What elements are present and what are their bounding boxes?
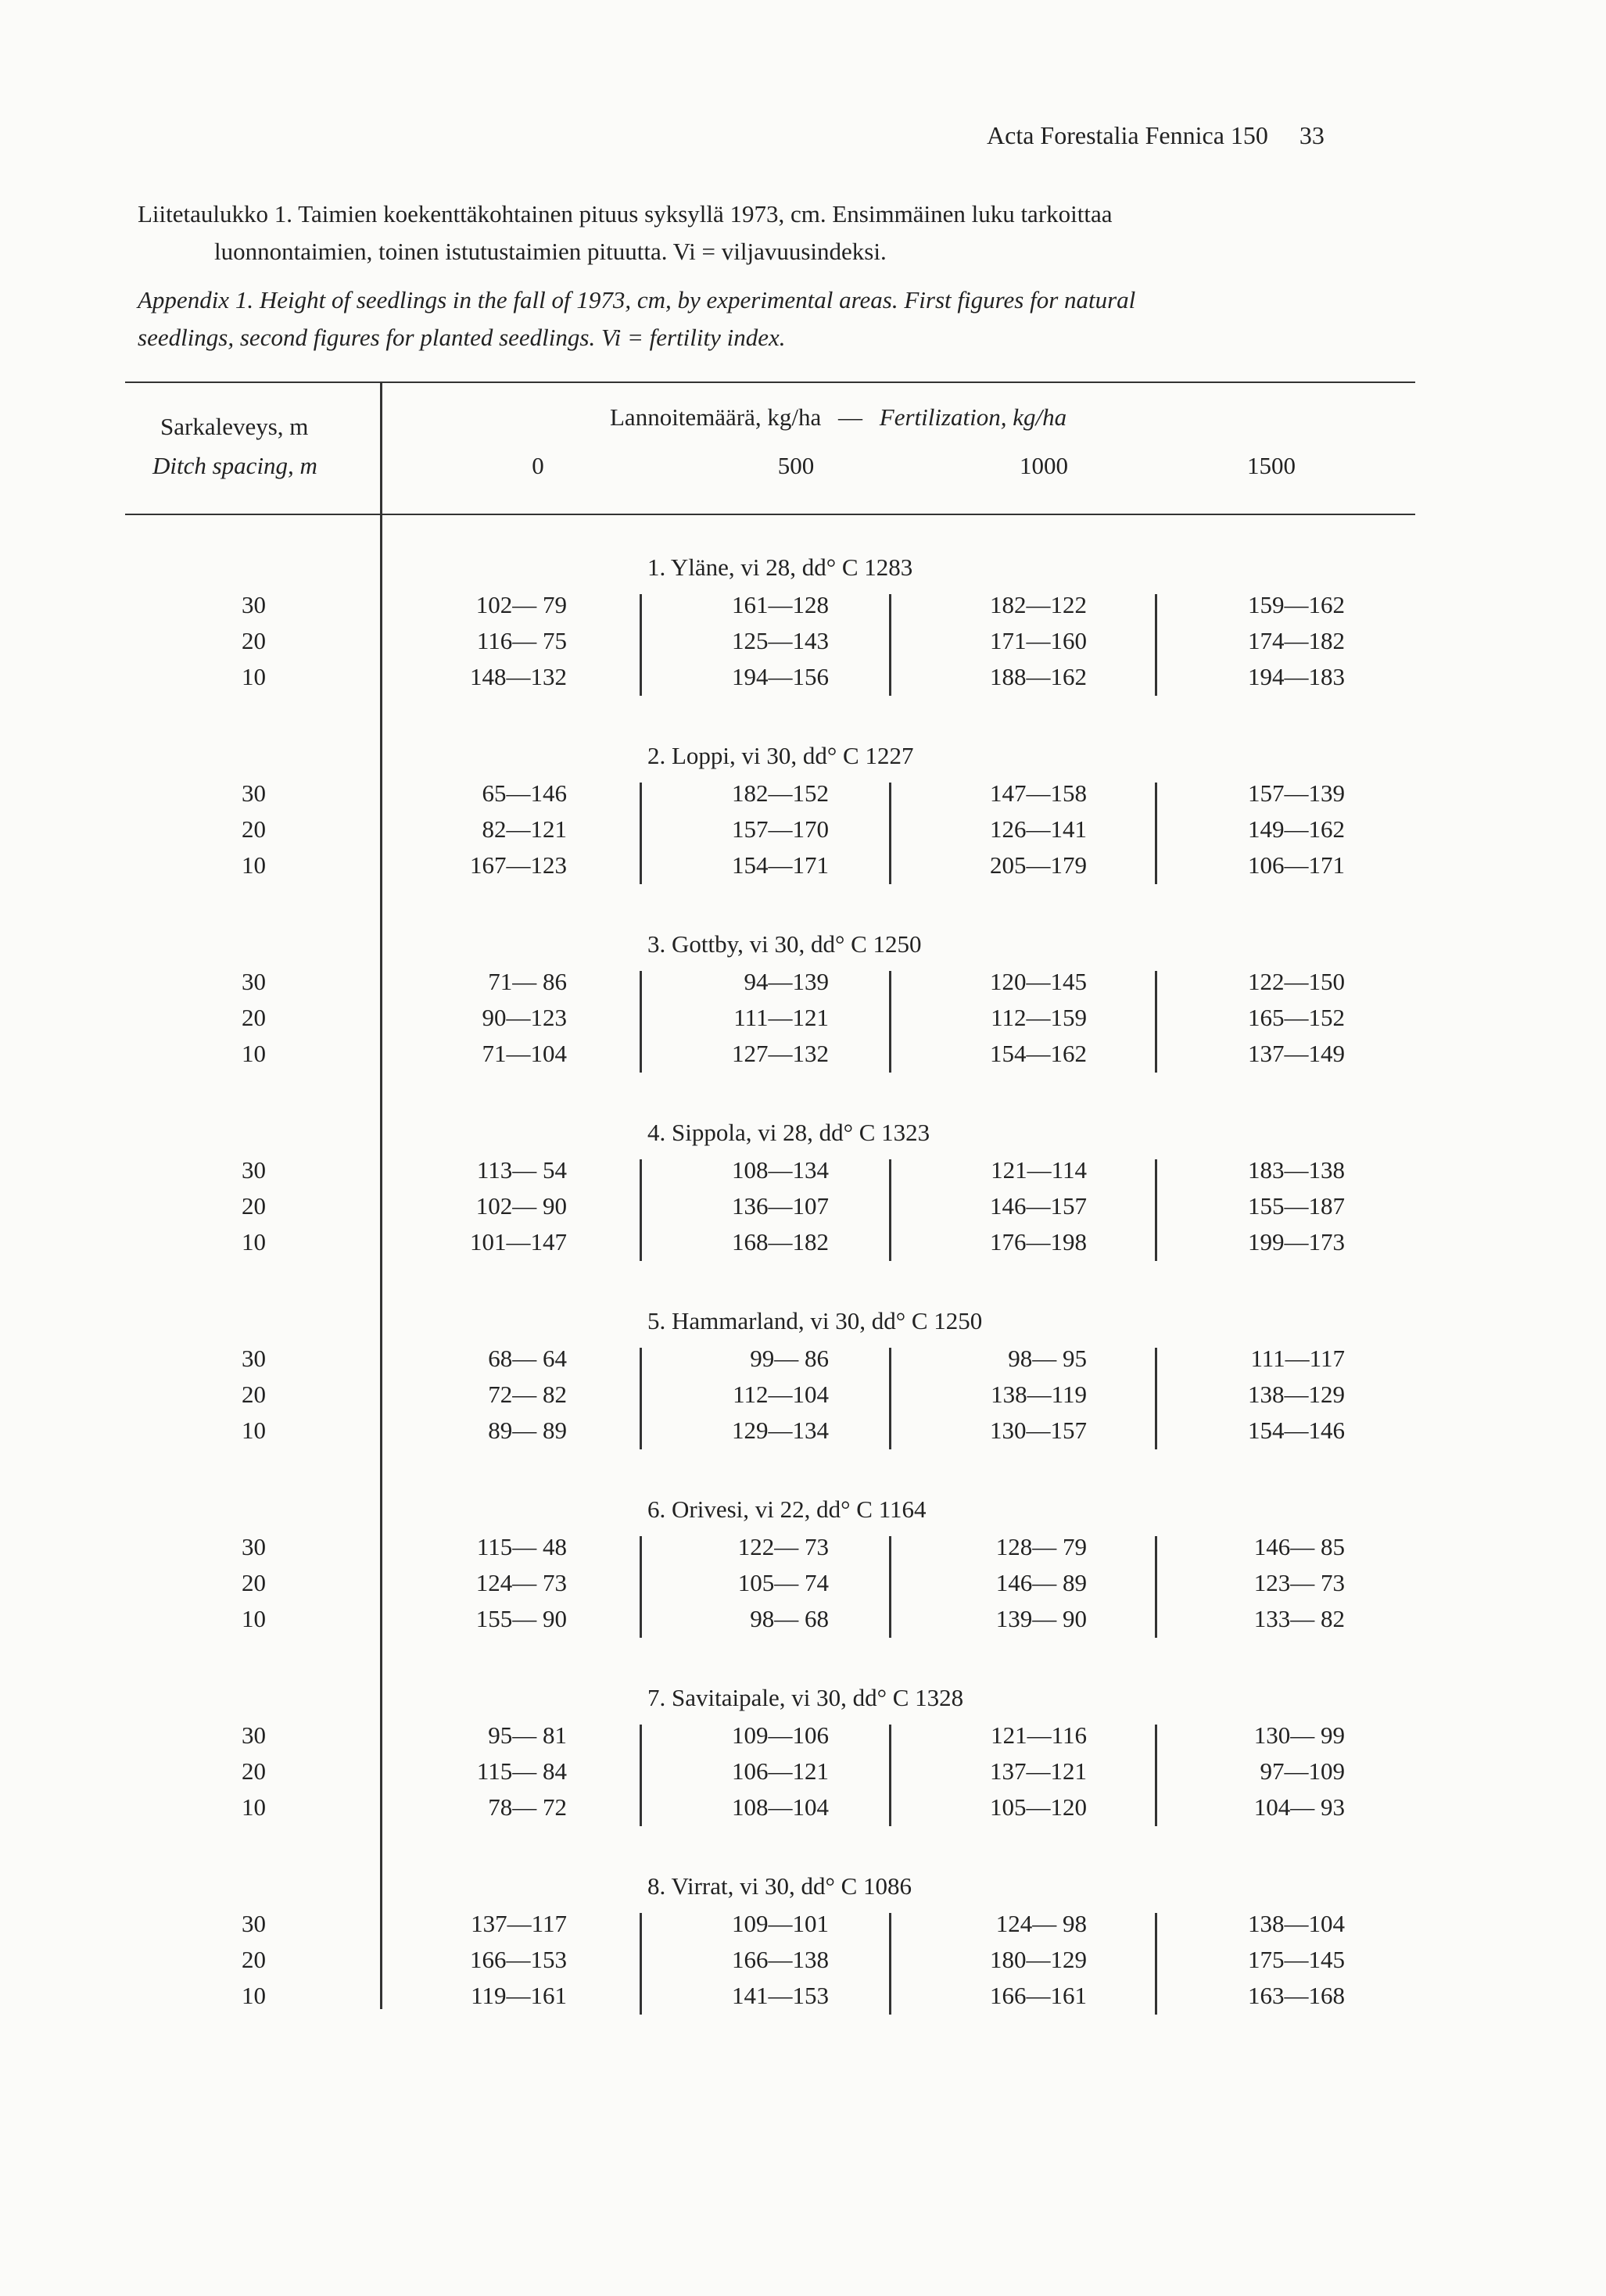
height-cell: 115— 48 <box>476 1533 567 1560</box>
height-cell: 154—162 <box>990 1040 1087 1067</box>
site-title: 4. Sippola, vi 28, dd° C 1323 <box>647 1119 930 1146</box>
height-cell: 159—162 <box>1248 591 1345 618</box>
height-cell: 182—122 <box>990 591 1087 618</box>
height-cell: 72— 82 <box>488 1381 567 1408</box>
site-title: 7. Savitaipale, vi 30, dd° C 1328 <box>647 1684 964 1711</box>
height-cell: 166—161 <box>990 1982 1087 2009</box>
column-divider <box>889 1913 891 2015</box>
ditch-spacing-cell: 30 <box>242 779 266 807</box>
column-divider <box>640 1536 642 1638</box>
height-cell: 108—134 <box>732 1156 829 1184</box>
column-divider <box>640 1913 642 2015</box>
height-cell: 171—160 <box>990 627 1087 654</box>
height-cell: 205—179 <box>990 851 1087 879</box>
height-cell: 136—107 <box>732 1192 829 1220</box>
ditch-spacing-cell: 20 <box>242 1192 266 1220</box>
column-group-en: Fertilization, kg/ha <box>879 403 1067 431</box>
column-divider <box>1155 783 1157 884</box>
height-cell: 65—146 <box>482 779 567 807</box>
height-cell: 124— 73 <box>475 1569 567 1596</box>
height-cell: 154—171 <box>732 851 829 879</box>
height-cell: 123— 73 <box>1253 1569 1345 1596</box>
height-cell: 115— 84 <box>476 1757 567 1785</box>
height-cell: 105—120 <box>990 1793 1087 1821</box>
column-divider <box>889 594 891 696</box>
site-title: 8. Virrat, vi 30, dd° C 1086 <box>647 1872 912 1900</box>
column-divider <box>640 783 642 884</box>
height-cell: 122— 73 <box>737 1533 829 1560</box>
height-cell: 133— 82 <box>1253 1605 1345 1632</box>
height-cell: 146—157 <box>990 1192 1087 1220</box>
table-stub-rule <box>380 383 382 2009</box>
ditch-spacing-cell: 20 <box>242 1946 266 1973</box>
height-cell: 95— 81 <box>488 1721 567 1749</box>
height-cell: 155—187 <box>1248 1192 1345 1220</box>
ditch-spacing-cell: 30 <box>242 1345 266 1372</box>
table-top-rule <box>125 381 1415 383</box>
ditch-spacing-cell: 10 <box>242 851 266 879</box>
ditch-spacing-cell: 10 <box>242 1417 266 1444</box>
height-cell: 121—116 <box>991 1721 1087 1749</box>
height-cell: 146— 89 <box>995 1569 1087 1596</box>
height-cell: 120—145 <box>990 968 1087 995</box>
height-cell: 141—153 <box>732 1982 829 2009</box>
column-divider <box>640 971 642 1073</box>
height-cell: 101—147 <box>470 1228 567 1255</box>
column-divider <box>640 1159 642 1261</box>
height-cell: 82—121 <box>482 815 567 843</box>
height-cell: 112—159 <box>991 1004 1087 1031</box>
height-cell: 155— 90 <box>475 1605 567 1632</box>
height-cell: 137—149 <box>1248 1040 1345 1067</box>
height-cell: 138—129 <box>1248 1381 1345 1408</box>
row-header-en: Ditch spacing, m <box>152 452 317 479</box>
height-cell: 165—152 <box>1248 1004 1345 1031</box>
ditch-spacing-cell: 20 <box>242 1569 266 1596</box>
column-group-fi: Lannoitemäärä, kg/ha <box>610 403 822 431</box>
caption-fi-line2: luonnontaimien, toinen istutustaimien pituutta. Vi = viljavuusindeksi. <box>214 238 887 265</box>
column-header-500: 500 <box>777 452 815 479</box>
height-cell: 174—182 <box>1248 627 1345 654</box>
height-cell: 111—117 <box>1250 1345 1345 1372</box>
ditch-spacing-cell: 10 <box>242 1040 266 1067</box>
ditch-spacing-cell: 30 <box>242 591 266 618</box>
height-cell: 109—101 <box>732 1910 829 1937</box>
ditch-spacing-cell: 10 <box>242 663 266 690</box>
column-divider <box>1155 1159 1157 1261</box>
column-divider <box>640 1348 642 1449</box>
height-cell: 102— 79 <box>475 591 567 618</box>
height-cell: 98— 95 <box>1008 1345 1087 1372</box>
height-cell: 125—143 <box>732 627 829 654</box>
height-cell: 194—183 <box>1248 663 1345 690</box>
ditch-spacing-cell: 30 <box>242 968 266 995</box>
column-divider <box>1155 1725 1157 1826</box>
height-cell: 149—162 <box>1248 815 1345 843</box>
height-cell: 98— 68 <box>750 1605 829 1632</box>
height-cell: 166—138 <box>732 1946 829 1973</box>
height-cell: 128— 79 <box>995 1533 1087 1560</box>
height-cell: 106—171 <box>1248 851 1345 879</box>
height-cell: 168—182 <box>732 1228 829 1255</box>
height-cell: 166—153 <box>470 1946 567 1973</box>
height-cell: 138—119 <box>991 1381 1087 1408</box>
height-cell: 137—117 <box>471 1910 567 1937</box>
height-cell: 129—134 <box>732 1417 829 1444</box>
height-cell: 194—156 <box>732 663 829 690</box>
height-cell: 163—168 <box>1248 1982 1345 2009</box>
height-cell: 130— 99 <box>1253 1721 1345 1749</box>
column-divider <box>1155 1913 1157 2015</box>
ditch-spacing-cell: 10 <box>242 1228 266 1255</box>
height-cell: 188—162 <box>990 663 1087 690</box>
column-header-1000: 1000 <box>1020 452 1068 479</box>
height-cell: 112—104 <box>733 1381 829 1408</box>
column-group-dash: — <box>838 403 863 431</box>
site-title: 3. Gottby, vi 30, dd° C 1250 <box>647 930 922 958</box>
height-cell: 78— 72 <box>488 1793 567 1821</box>
height-cell: 130—157 <box>990 1417 1087 1444</box>
column-divider <box>889 971 891 1073</box>
height-cell: 147—158 <box>990 779 1087 807</box>
height-cell: 105— 74 <box>737 1569 829 1596</box>
site-title: 2. Loppi, vi 30, dd° C 1227 <box>647 742 914 769</box>
height-cell: 176—198 <box>990 1228 1087 1255</box>
height-cell: 104— 93 <box>1253 1793 1345 1821</box>
ditch-spacing-cell: 30 <box>242 1156 266 1184</box>
height-cell: 199—173 <box>1248 1228 1345 1255</box>
height-cell: 97—109 <box>1260 1757 1345 1785</box>
column-divider <box>889 1159 891 1261</box>
height-cell: 102— 90 <box>475 1192 567 1220</box>
height-cell: 161—128 <box>732 591 829 618</box>
column-divider <box>889 1348 891 1449</box>
height-cell: 167—123 <box>470 851 567 879</box>
caption-en-line1: Appendix 1. Height of seedlings in the fall of 1973, cm, by experimental areas. First figures for natural <box>138 286 1136 313</box>
caption-fi-line1: Liitetaulukko 1. Taimien koekenttäkohtainen pituus syksyllä 1973, cm. Ensimmäinen luku tarkoittaa <box>138 200 1113 227</box>
ditch-spacing-cell: 10 <box>242 1982 266 2009</box>
height-cell: 89— 89 <box>488 1417 567 1444</box>
height-cell: 175—145 <box>1248 1946 1345 1973</box>
journal-title: Acta Forestalia Fennica 150 <box>987 121 1268 149</box>
height-cell: 113— 54 <box>476 1156 567 1184</box>
column-divider <box>1155 1536 1157 1638</box>
caption-finnish <box>138 195 1404 270</box>
height-cell: 122—150 <box>1248 968 1345 995</box>
column-divider <box>889 1536 891 1638</box>
ditch-spacing-cell: 30 <box>242 1910 266 1937</box>
height-cell: 126—141 <box>990 815 1087 843</box>
height-cell: 108—104 <box>732 1793 829 1821</box>
height-cell: 148—132 <box>470 663 567 690</box>
column-divider <box>640 1725 642 1826</box>
height-cell: 157—170 <box>732 815 829 843</box>
ditch-spacing-cell: 20 <box>242 1381 266 1408</box>
column-divider <box>640 594 642 696</box>
column-divider <box>1155 594 1157 696</box>
ditch-spacing-cell: 10 <box>242 1793 266 1821</box>
height-cell: 121—114 <box>991 1156 1087 1184</box>
page-number: 33 <box>1299 121 1325 149</box>
row-header-fi: Sarkaleveys, m <box>160 413 309 440</box>
ditch-spacing-cell: 20 <box>242 1757 266 1785</box>
ditch-spacing-cell: 30 <box>242 1533 266 1560</box>
height-cell: 146— 85 <box>1253 1533 1345 1560</box>
ditch-spacing-cell: 20 <box>242 1004 266 1031</box>
height-cell: 154—146 <box>1248 1417 1345 1444</box>
site-title: 5. Hammarland, vi 30, dd° C 1250 <box>647 1307 983 1334</box>
column-group-header <box>610 403 1066 432</box>
column-divider <box>889 783 891 884</box>
height-cell: 182—152 <box>732 779 829 807</box>
height-cell: 127—132 <box>732 1040 829 1067</box>
height-cell: 71— 86 <box>488 968 567 995</box>
height-cell: 124— 98 <box>995 1910 1087 1937</box>
height-cell: 111—121 <box>733 1004 829 1031</box>
ditch-spacing-cell: 30 <box>242 1721 266 1749</box>
caption-english <box>138 281 1404 356</box>
height-cell: 94—139 <box>744 968 829 995</box>
height-cell: 157—139 <box>1248 779 1345 807</box>
ditch-spacing-cell: 20 <box>242 815 266 843</box>
ditch-spacing-cell: 20 <box>242 627 266 654</box>
height-cell: 180—129 <box>990 1946 1087 1973</box>
height-cell: 139— 90 <box>995 1605 1087 1632</box>
height-cell: 116— 75 <box>476 627 567 654</box>
height-cell: 90—123 <box>482 1004 567 1031</box>
column-header-1500: 1500 <box>1247 452 1296 479</box>
column-divider <box>1155 971 1157 1073</box>
height-cell: 68— 64 <box>488 1345 567 1372</box>
height-cell: 106—121 <box>732 1757 829 1785</box>
height-cell: 138—104 <box>1248 1910 1345 1937</box>
height-cell: 109—106 <box>732 1721 829 1749</box>
height-cell: 99— 86 <box>750 1345 829 1372</box>
site-title: 6. Orivesi, vi 22, dd° C 1164 <box>647 1495 927 1523</box>
column-header-0: 0 <box>532 452 544 479</box>
ditch-spacing-cell: 10 <box>242 1605 266 1632</box>
height-cell: 137—121 <box>990 1757 1087 1785</box>
height-cell: 183—138 <box>1248 1156 1345 1184</box>
running-header <box>987 121 1325 150</box>
height-cell: 119—161 <box>471 1982 567 2009</box>
column-divider <box>1155 1348 1157 1449</box>
table-header-rule <box>125 514 1415 515</box>
site-title: 1. Yläne, vi 28, dd° C 1283 <box>647 553 913 581</box>
height-cell: 71—104 <box>482 1040 567 1067</box>
caption-en-line2: seedlings, second figures for planted seedlings. Vi = fertility index. <box>138 324 786 351</box>
column-divider <box>889 1725 891 1826</box>
